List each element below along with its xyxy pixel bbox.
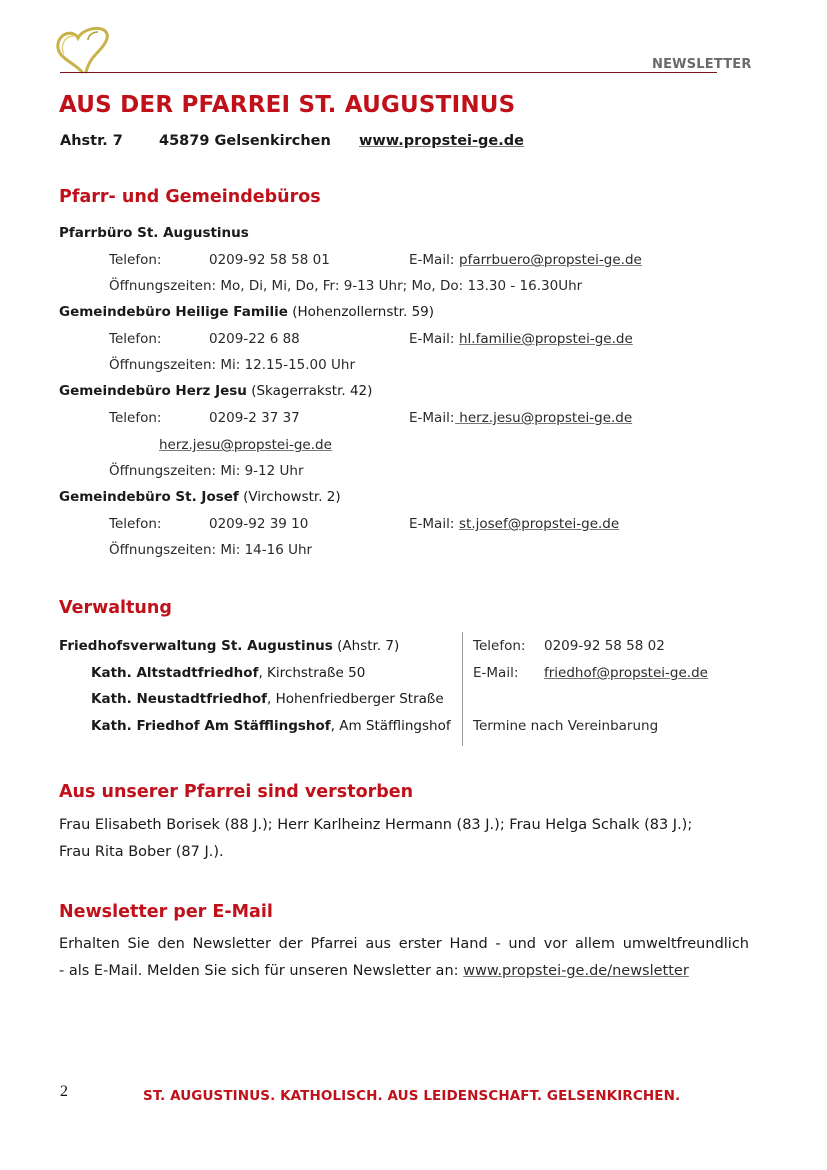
newsletter-text-line: Erhalten Sie den Newsletter der Pfarrei aus erster Hand - und vor allem umweltfreundlich <box>59 936 749 952</box>
email-link-wrapped[interactable]: herz.jesu@propstei-ge.de <box>159 437 332 453</box>
phone-number: 0209-92 39 10 <box>209 516 309 532</box>
opening-hours: Öffnungszeiten: Mi: 14-16 Uhr <box>109 542 313 558</box>
newsletter-label: NEWSLETTER <box>652 57 752 72</box>
deceased-list <box>59 812 749 866</box>
office-name: Gemeindebüro Heilige Familie <box>59 304 288 320</box>
cemetery-item <box>91 665 365 681</box>
newsletter-paragraph <box>59 931 749 985</box>
cemetery-office-address: (Ahstr. 7) <box>337 638 400 654</box>
cemetery-address: , Am Stäfflingshof <box>330 718 451 734</box>
cemetery-office-name: Friedhofsverwaltung St. Augustinus <box>59 638 333 654</box>
office-heading <box>59 304 434 320</box>
deceased-line: Frau Elisabeth Borisek (88 J.); Herr Karlheinz Hermann (83 J.); Frau Helga Schalk (83 J.); <box>59 817 693 833</box>
website-link[interactable]: www.propstei-ge.de <box>359 133 524 149</box>
phone-number: 0209-22 6 88 <box>209 331 300 347</box>
deceased-section-title: Aus unserer Pfarrei sind verstorben <box>59 782 414 802</box>
office-name: Gemeindebüro St. Josef <box>59 489 239 505</box>
cemetery-item <box>91 691 444 707</box>
email-link[interactable]: herz.jesu@propstei-ge.de <box>455 410 633 426</box>
email-label: E-Mail: <box>409 252 455 268</box>
office-address: (Skagerrakstr. 42) <box>251 383 373 399</box>
email-link[interactable]: friedhof@propstei-ge.de <box>544 665 708 681</box>
address-street: Ahstr. 7 <box>60 133 123 149</box>
office-address: (Hohenzollernstr. 59) <box>292 304 435 320</box>
email-label: E-Mail: <box>473 665 519 681</box>
phone-number: 0209-2 37 37 <box>209 410 300 426</box>
email-label: E-Mail: <box>409 410 455 426</box>
office-address: (Virchowstr. 2) <box>243 489 341 505</box>
opening-hours: Öffnungszeiten: Mo, Di, Mi, Do, Fr: 9-13 Uhr; Mo, Do: 13.30 - 16.30Uhr <box>109 278 583 294</box>
column-divider <box>462 632 463 746</box>
phone-label: Telefon: <box>109 252 162 268</box>
email-link[interactable]: st.josef@propstei-ge.de <box>459 516 620 532</box>
cemetery-name: Kath. Altstadtfriedhof <box>91 665 259 681</box>
opening-hours: Öffnungszeiten: Mi: 9-12 Uhr <box>109 463 304 479</box>
phone-label: Telefon: <box>109 331 162 347</box>
newsletter-section-title: Newsletter per E-Mail <box>59 902 273 922</box>
cemetery-name: Kath. Friedhof Am Stäfflingshof <box>91 718 331 734</box>
phone-label: Telefon: <box>109 516 162 532</box>
cemetery-item <box>91 718 451 734</box>
office-heading <box>59 489 341 505</box>
cemetery-name: Kath. Neustadtfriedhof <box>91 691 267 707</box>
page-number: 2 <box>60 1083 68 1100</box>
email-label: E-Mail: <box>409 516 455 532</box>
cemetery-address: , Hohenfriedberger Straße <box>266 691 444 707</box>
address-city: 45879 Gelsenkirchen <box>159 133 331 149</box>
office-heading <box>59 225 249 241</box>
page-title: AUS DER PFARREI ST. AUGUSTINUS <box>59 92 516 118</box>
appointment-note: Termine nach Vereinbarung <box>473 718 659 734</box>
header-rule <box>60 72 717 73</box>
email-link[interactable]: pfarrbuero@propstei-ge.de <box>459 252 642 268</box>
offices-section-title: Pfarr- und Gemeindebüros <box>59 187 321 207</box>
phone-number: 0209-92 58 58 01 <box>209 252 330 268</box>
footer-slogan: ST. AUGUSTINUS. KATHOLISCH. AUS LEIDENSCHAFT. GELSENKIRCHEN. <box>143 1088 681 1104</box>
phone-label: Telefon: <box>109 410 162 426</box>
cemetery-office-heading <box>59 638 399 654</box>
office-name: Pfarrbüro St. Augustinus <box>59 225 249 241</box>
newsletter-text-line <box>59 958 749 985</box>
email-label: E-Mail: <box>409 331 455 347</box>
administration-section-title: Verwaltung <box>59 598 172 618</box>
office-name: Gemeindebüro Herz Jesu <box>59 383 247 399</box>
heart-logo-icon <box>52 24 114 74</box>
phone-label: Telefon: <box>473 638 526 654</box>
newsletter-signup-link[interactable]: www.propstei-ge.de/newsletter <box>463 963 689 979</box>
email-link[interactable]: hl.familie@propstei-ge.de <box>459 331 633 347</box>
newsletter-text: - als E-Mail. Melden Sie sich für unseren Newsletter an: <box>59 963 464 979</box>
phone-number: 0209-92 58 58 02 <box>544 638 665 654</box>
deceased-line: Frau Rita Bober (87 J.). <box>59 844 224 860</box>
opening-hours: Öffnungszeiten: Mi: 12.15-15.00 Uhr <box>109 357 356 373</box>
office-heading <box>59 383 372 399</box>
cemetery-address: , Kirchstraße 50 <box>258 665 366 681</box>
